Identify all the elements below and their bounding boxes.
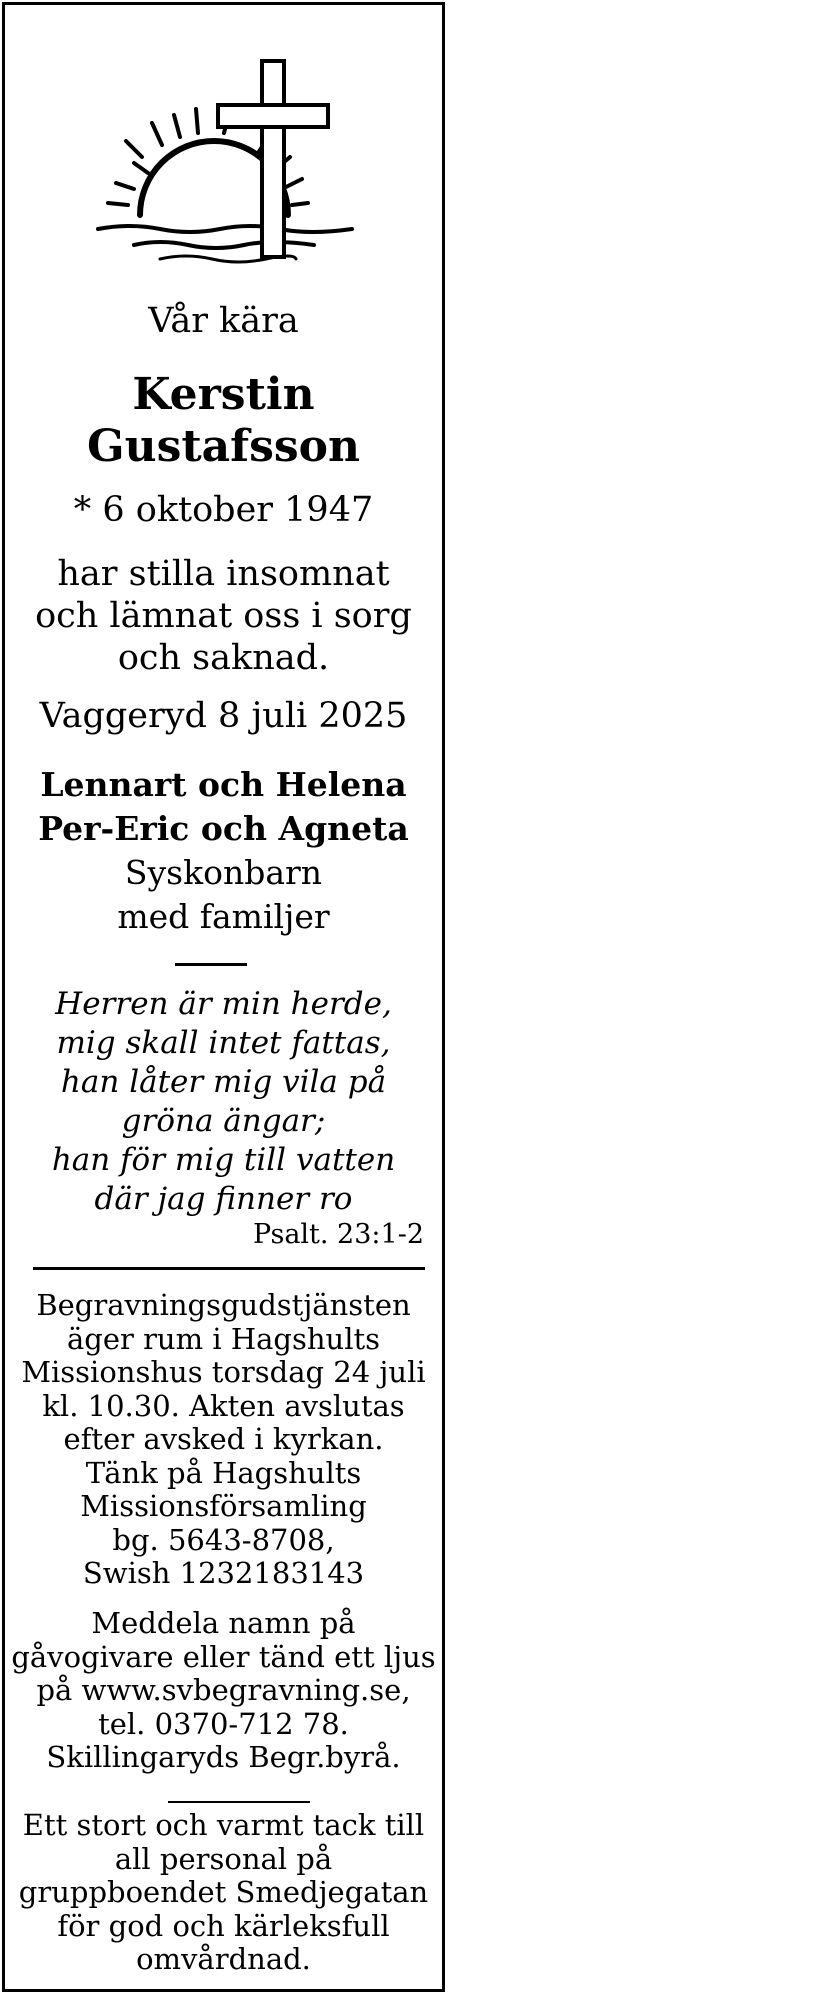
verse-line: mig skall intet fattas, [56, 1025, 391, 1061]
divider-long [33, 1267, 425, 1270]
family-line: med familjer [117, 897, 330, 936]
thanks-text [5, 1809, 442, 1977]
last-name: Gustafsson [87, 421, 360, 472]
funeral-service-info [5, 1289, 442, 1591]
service-line: efter avsked i kyrkan. [63, 1422, 384, 1456]
memorial-line: tel. 0370-712 78. [98, 1706, 349, 1741]
divider-short [175, 963, 247, 966]
memorial-line: Meddela namn på [91, 1606, 356, 1640]
service-line: kl. 10.30. Akten avslutas [42, 1388, 405, 1423]
deceased-name [5, 369, 442, 473]
service-line: Swish 1232183143 [82, 1556, 365, 1590]
verse-line: gröna ängar; [121, 1103, 326, 1139]
mourning-line: och lämnat oss i sorg [35, 596, 412, 636]
service-line: Missionshus torsdag 24 juli [21, 1355, 426, 1389]
family-names [5, 763, 442, 939]
family-line: Syskonbarn [124, 853, 323, 892]
mourning-line: har stilla insomnat [57, 554, 390, 594]
thanks-line: Ett stort och varmt tack till [22, 1808, 425, 1842]
service-line: Begravningsgudstjänsten [36, 1288, 411, 1322]
first-name: Kerstin [132, 369, 315, 420]
family-line: Per-Eric och Agneta [38, 809, 409, 848]
verse-line: Herren är min herde, [55, 986, 392, 1022]
verse-line: han låter mig vila på [60, 1064, 387, 1100]
bible-verse [5, 985, 442, 1219]
service-line: äger rum i Hagshults [66, 1321, 381, 1356]
thanks-line: all personal på [114, 1841, 333, 1876]
memorial-line: gåvogivare eller tänd ett ljus [11, 1639, 436, 1674]
verse-line: han för mig till vatten [51, 1142, 396, 1178]
service-line: bg. 5643-8708, [112, 1522, 335, 1557]
thanks-line: gruppboendet Smedjegatan [18, 1875, 429, 1909]
thanks-line: för god och kärleksfull [57, 1908, 390, 1943]
service-line: Missionsförsamling [80, 1489, 367, 1523]
mourning-line: och saknad. [117, 638, 330, 678]
family-line: Lennart och Helena [40, 765, 407, 804]
memorial-info [5, 1607, 442, 1775]
obituary-notice [2, 2, 445, 1992]
divider-thin [168, 1801, 310, 1803]
birth-date: * 6 oktober 1947 [73, 490, 374, 530]
cross-sunrise-icon [90, 53, 370, 268]
memorial-line: på www.svbegravning.se, [36, 1673, 411, 1707]
mourning-text [5, 553, 442, 679]
memorial-line: Skillingaryds Begr.byrå. [46, 1740, 401, 1774]
thanks-line: omvårdnad. [136, 1942, 311, 1976]
place-and-date: Vaggeryd 8 juli 2025 [39, 696, 408, 736]
service-line: Tänk på Hagshults [85, 1455, 362, 1490]
verse-reference: Psalt. 23:1-2 [253, 1219, 424, 1250]
verse-line: där jag finner ro [94, 1181, 353, 1217]
intro-text: Vår kära [148, 301, 299, 341]
